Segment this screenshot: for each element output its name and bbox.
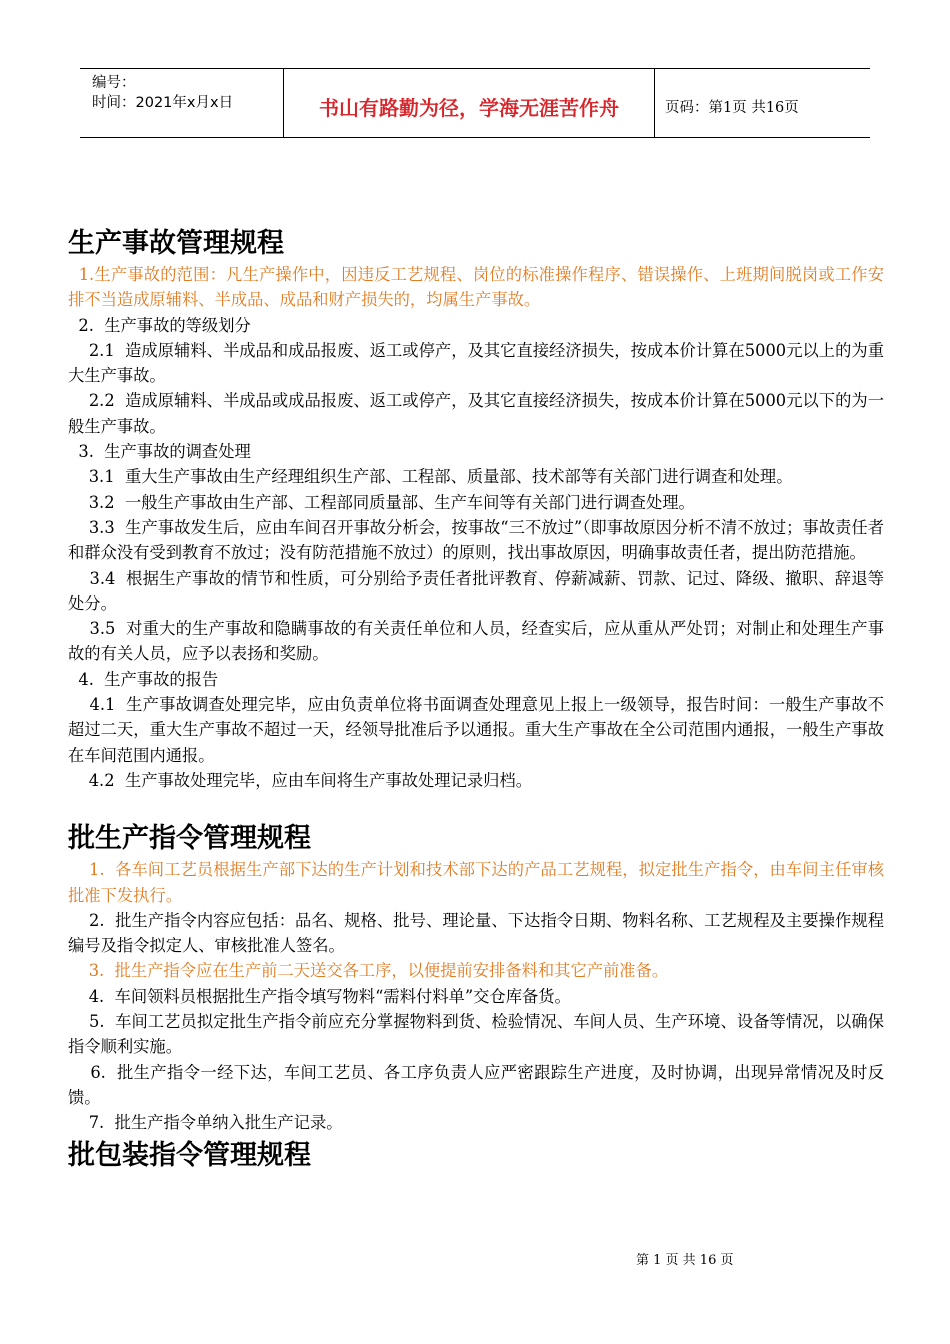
- section-title: 生产事故管理规程: [68, 228, 284, 259]
- paragraph: 6. 批生产指令一经下达，车间工艺员、各工序负责人应严密跟踪生产进度，及时协调，出现异常情况及时反馈。: [68, 1062, 885, 1107]
- footer-page-number: 第 1 页 共 16 页: [636, 1253, 734, 1268]
- paragraph: 1. 各车间工艺员根据生产部下达的生产计划和技术部下达的产品工艺规程，拟定批生产指令，由车间主任审核批准下发执行。: [68, 860, 885, 905]
- paragraph: 4. 生产事故的报告: [68, 669, 219, 689]
- paragraph: 3.5 对重大的生产事故和隐瞒事故的有关责任单位和人员，经查实后，应从重从严处罚；对制止和处理生产事故的有关人员，应予以表扬和奖励。: [68, 619, 885, 664]
- paragraph: 4.2 生产事故处理完毕，应由车间将生产事故处理记录归档。: [68, 770, 532, 790]
- header-motto-cell: [283, 69, 655, 137]
- paragraph: 2.2 造成原辅料、半成品或成品报废、返工或停产，及其它直接经济损失，按成本价计算在5000元以下的为一般生产事故。: [68, 391, 885, 436]
- paragraph: 3. 批生产指令应在生产前二天送交各工序，以便提前安排备料和其它产前准备。: [68, 961, 669, 981]
- paragraph: 1.生产事故的范围：凡生产操作中，因违反工艺规程、岗位的标准操作程序、错误操作、上班期间脱岗或工作安排不当造成原辅料、半成品、成品和财产损失的，均属生产事故。: [68, 265, 884, 310]
- paragraph: 3.1 重大生产事故由生产经理组织生产部、工程部、质量部、技术部等有关部门进行调查和处理。: [68, 467, 793, 487]
- paragraph: 3. 生产事故的调查处理: [68, 442, 251, 462]
- section-title: 批包装指令管理规程: [68, 1139, 311, 1171]
- paragraph: 3.2 一般生产事故由生产部、工程部同质量部、生产车间等有关部门进行调查处理。: [68, 492, 695, 512]
- header-page-cell: [655, 69, 870, 137]
- serial-number-label: 编号：: [92, 75, 136, 91]
- paragraph: 4.1 生产事故调查处理完毕，应由负责单位将书面调查处理意见上报上一级领导，报告时间：一般生产事故不超过二天，重大生产事故不超过一天，经领导批准后予以通报。重大生产事故在全公司范围内通报，一般生产事故在车间范围内通报。: [68, 695, 885, 765]
- paragraph: 5. 车间工艺员拟定批生产指令前应充分掌握物料到货、检验情况、车间人员、生产环境、设备等情况，以确保指令顺利实施。: [68, 1012, 885, 1057]
- document-header: [80, 68, 870, 138]
- paragraph: 2. 批生产指令内容应包括：品名、规格、批号、理论量、下达指令日期、物料名称、工艺规程及主要操作规程编号及指令拟定人、审核批准人签名。: [68, 910, 885, 956]
- page-number-label: 页码：第1页 共16页: [665, 99, 799, 116]
- document-body: [68, 226, 884, 1174]
- paragraph: 4. 车间领料员根据批生产指令填写物料“需料付料单”交仓库备货。: [68, 986, 571, 1006]
- paragraph: 3.4 根据生产事故的情节和性质，可分别给予责任者批评教育、停薪减薪、罚款、记过、降级、撤职、辞退等处分。: [68, 568, 885, 613]
- header-info-cell: [80, 69, 283, 137]
- paragraph: 2. 生产事故的等级划分: [68, 315, 251, 335]
- motto-text: 书山有路勤为径，学海无涯苦作舟: [319, 95, 619, 120]
- section-title: 批生产指令管理规程: [68, 823, 311, 855]
- time-label: 时间：2021年x月x日: [92, 95, 234, 111]
- paragraph: 3.3 生产事故发生后，应由车间召开事故分析会，按事故“三不放过”（即事故原因分析不清不放过；事故责任者和群众没有受到教育不放过；没有防范措施不放过）的原则，找出事故原因，明确事故责任者，提出防范措施。: [68, 517, 884, 563]
- paragraph: 7. 批生产指令单纳入批生产记录。: [68, 1113, 343, 1133]
- paragraph: 2.1 造成原辅料、半成品和成品报废、返工或停产，及其它直接经济损失，按成本价计算在5000元以上的为重大生产事故。: [68, 340, 885, 386]
